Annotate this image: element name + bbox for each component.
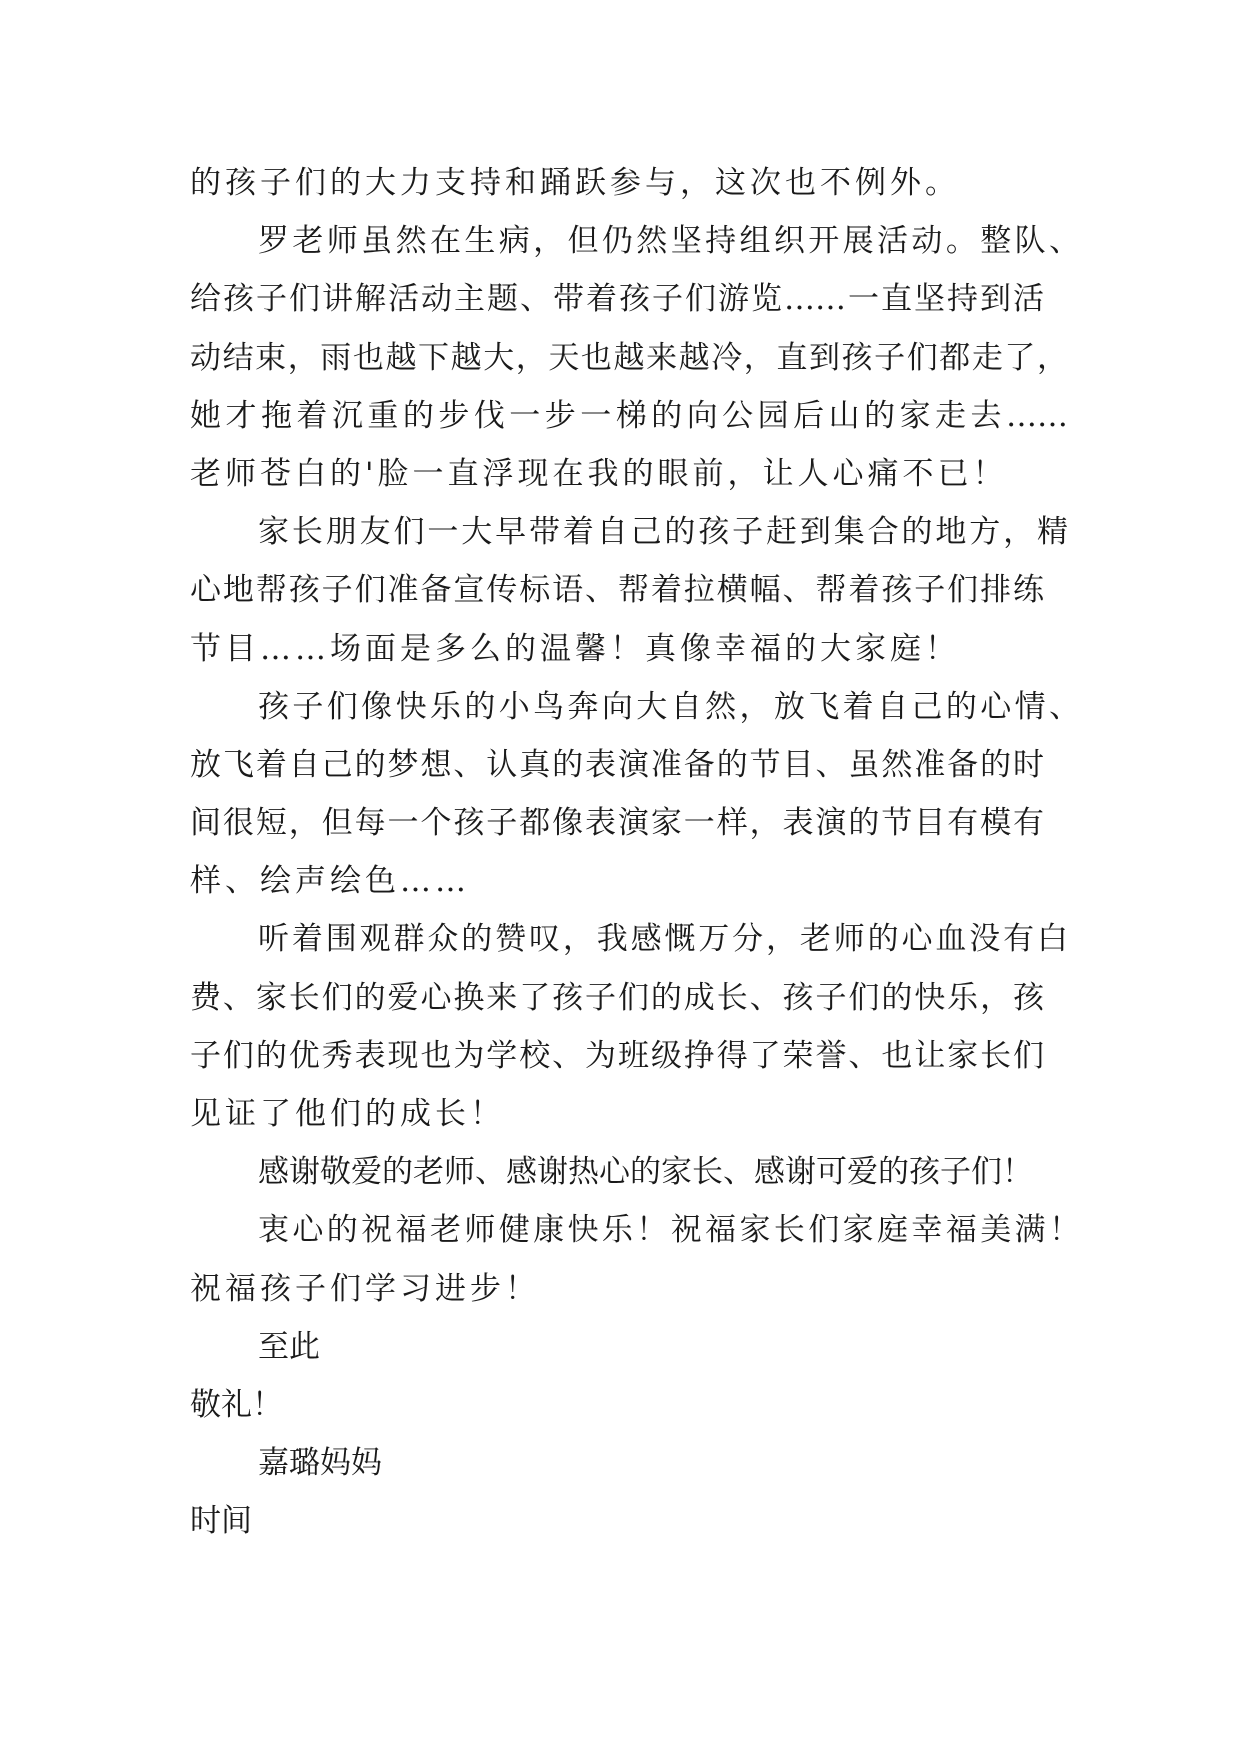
text-line: 她才拖着沉重的步伐一步一梯的向公园后山的家走去……	[190, 397, 1068, 434]
text-line: 感谢敬爱的老师、感谢热心的家长、感谢可爱的孩子们！	[258, 1154, 1033, 1191]
date-line: 时间	[190, 1503, 252, 1540]
text-line: 祝福孩子们学习进步！	[190, 1270, 540, 1307]
text-line: 给孩子们讲解活动主题、带着孩子们游览……一直坚持到活	[190, 281, 1044, 318]
closing-phrase: 至此	[258, 1328, 320, 1365]
text-line: 样、绘声绘色……	[190, 863, 470, 900]
text-line: 老师苍白的'脸一直浮现在我的眼前，让人心痛不已！	[190, 455, 1008, 492]
text-line: 放飞着自己的梦想、认真的表演准备的节目、虽然准备的时	[190, 746, 1044, 783]
text-line: 节目……场面是多么的温馨！真像幸福的大家庭！	[190, 630, 960, 667]
text-line: 的孩子们的大力支持和踊跃参与，这次也不例外。	[190, 165, 960, 201]
text-line: 听着围观群众的赞叹，我感慨万分，老师的心血没有白	[258, 921, 1068, 958]
text-line: 衷心的祝福老师健康快乐！祝福家长们家庭幸福美满！	[258, 1212, 1080, 1249]
letter-body	[190, 154, 1120, 1551]
text-line: 家长朋友们一大早带着自己的孩子赶到集合的地方，精	[258, 514, 1068, 551]
text-line: 罗老师虽然在生病，但仍然坚持组织开展活动。整队、	[258, 223, 1080, 260]
text-line: 心地帮孩子们准备宣传标语、帮着拉横幅、帮着孩子们排练	[190, 572, 1044, 609]
text-line: 孩子们像快乐的小鸟奔向大自然，放飞着自己的心情、	[258, 688, 1080, 725]
signature: 嘉璐妈妈	[258, 1445, 382, 1482]
text-line: 子们的优秀表现也为学校、为班级挣得了荣誉、也让家长们	[190, 1037, 1044, 1074]
text-line: 动结束，雨也越下越大，天也越来越冷，直到孩子们都走了，	[190, 339, 1068, 376]
text-line: 间很短，但每一个孩子都像表演家一样，表演的节目有模有	[190, 805, 1044, 842]
text-line: 费、家长们的爱心换来了孩子们的成长、孩子们的快乐，孩	[190, 979, 1044, 1016]
salutation: 敬礼！	[190, 1386, 283, 1423]
text-line: 见证了他们的成长！	[190, 1096, 505, 1132]
